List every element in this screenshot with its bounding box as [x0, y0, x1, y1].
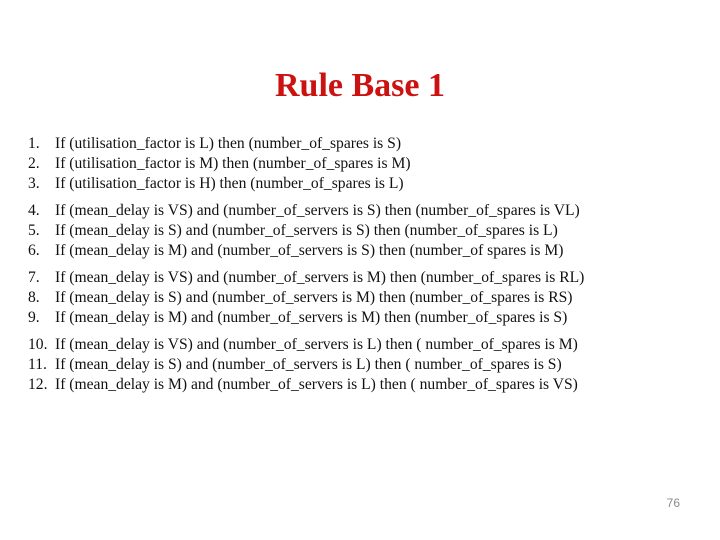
rule-group-servers-l	[28, 335, 688, 395]
rule-group-servers-m	[28, 268, 688, 328]
rule-number: 1.	[28, 135, 40, 152]
rule-text: If (mean_delay is VS) and (number_of_servers is L) then ( number_of_spares is M)	[55, 336, 578, 353]
rule-item	[28, 201, 688, 221]
rule-text: If (mean_delay is S) and (number_of_servers is L) then ( number_of_spares is S)	[55, 356, 562, 373]
rule-text: If (mean_delay is S) and (number_of_servers is M) then (number_of_spares is RS)	[55, 289, 573, 306]
rule-number: 7.	[28, 269, 40, 286]
rule-item	[28, 134, 688, 154]
rule-number: 5.	[28, 222, 40, 239]
rule-text: If (mean_delay is VS) and (number_of_servers is M) then (number_of_spares is RL)	[55, 269, 585, 286]
slide-title: Rule Base 1	[275, 67, 445, 104]
rule-item	[28, 355, 688, 375]
rule-number: 3.	[28, 175, 40, 192]
rule-text: If (mean_delay is S) and (number_of_servers is S) then (number_of_spares is L)	[55, 222, 558, 239]
rule-text: If (mean_delay is M) and (number_of_servers is M) then (number_of_spares is S)	[55, 309, 568, 326]
rule-number: 8.	[28, 289, 40, 306]
rule-number: 10.	[28, 336, 48, 353]
rule-text: If (mean_delay is M) and (number_of_servers is S) then (number_of spares is M)	[55, 242, 564, 259]
rule-item	[28, 174, 688, 194]
rule-text: If (utilisation_factor is H) then (number_of_spares is L)	[55, 175, 404, 192]
rule-number: 11.	[28, 356, 47, 373]
rule-item	[28, 241, 688, 261]
page-number: 76	[666, 496, 680, 510]
rule-number: 4.	[28, 202, 40, 219]
rule-number: 6.	[28, 242, 40, 259]
rule-list	[28, 134, 688, 402]
rule-item	[28, 154, 688, 174]
rule-group-utilisation	[28, 134, 688, 194]
rule-number: 2.	[28, 155, 40, 172]
rule-text: If (utilisation_factor is M) then (number_of_spares is M)	[55, 155, 411, 172]
rule-item	[28, 375, 688, 395]
rule-item	[28, 288, 688, 308]
rule-item	[28, 335, 688, 355]
rule-text: If (mean_delay is VS) and (number_of_servers is S) then (number_of_spares is VL)	[55, 202, 580, 219]
rule-text: If (utilisation_factor is L) then (number_of_spares is S)	[55, 135, 402, 152]
rule-number: 12.	[28, 376, 48, 393]
rule-number: 9.	[28, 309, 40, 326]
rule-item	[28, 308, 688, 328]
rule-item	[28, 221, 688, 241]
rule-group-servers-s	[28, 201, 688, 261]
rule-item	[28, 268, 688, 288]
rule-text: If (mean_delay is M) and (number_of_servers is L) then ( number_of_spares is VS)	[55, 376, 578, 393]
